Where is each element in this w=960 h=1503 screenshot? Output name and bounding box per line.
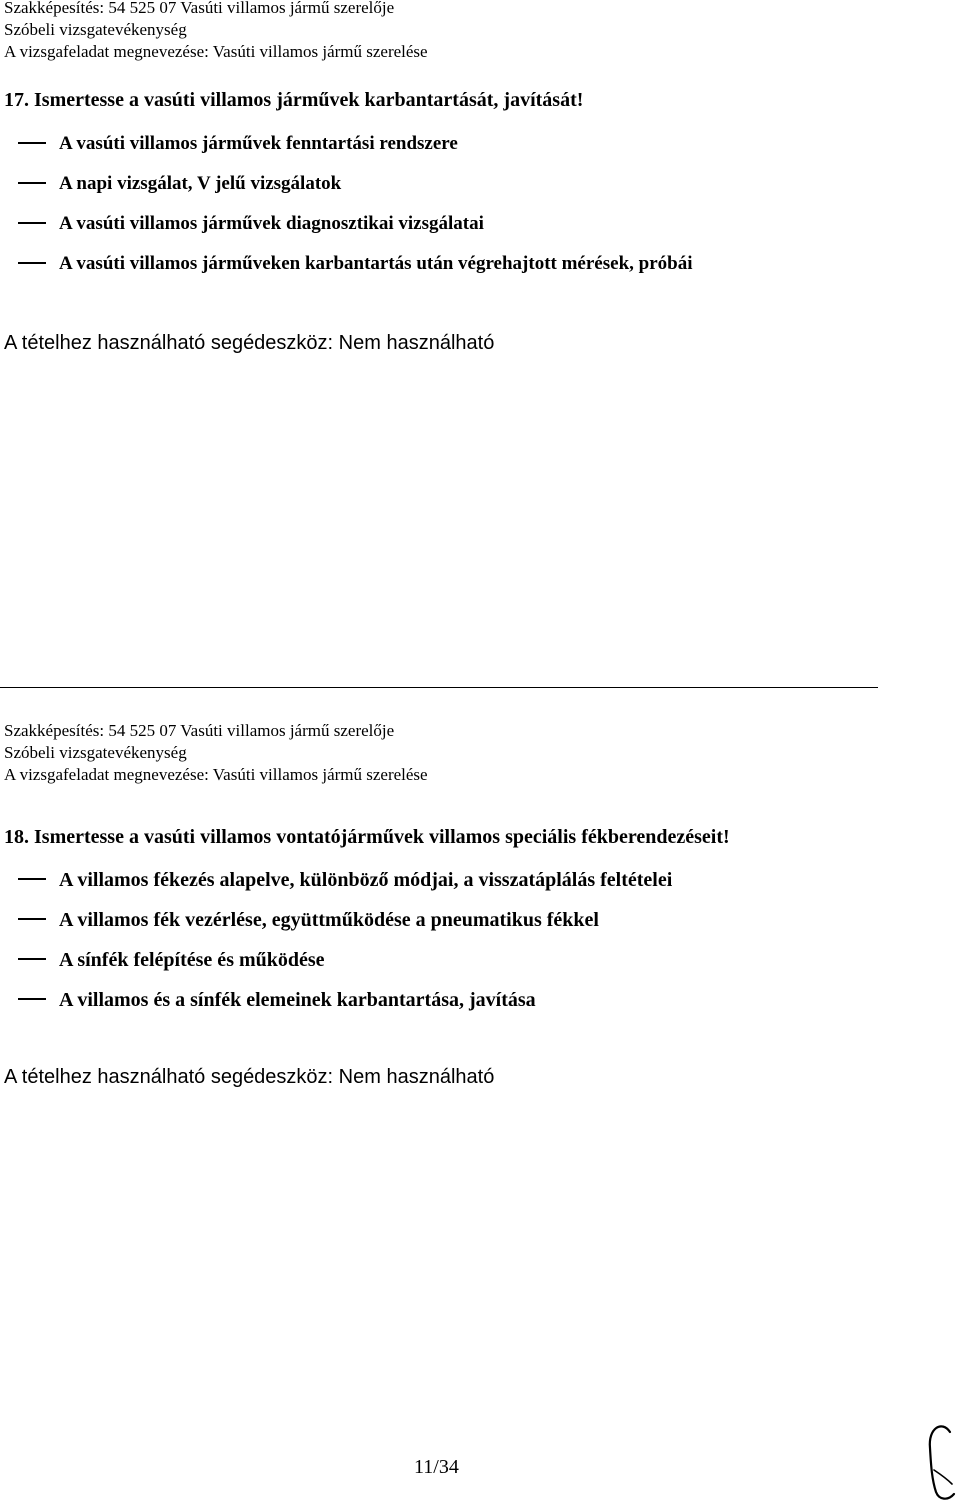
header-exam-type: Szóbeli vizsgatevékenység [4, 743, 187, 762]
list-item: A sínfék felépítése és működése [18, 940, 672, 980]
dash-bullet-icon [18, 142, 46, 144]
dash-bullet-icon [18, 182, 46, 184]
question-18-topics [18, 860, 672, 1020]
question-17-aids-note: A tételhez használható segédeszköz: Nem használható [4, 332, 495, 354]
list-item: A villamos fék vezérlése, együttműködése a pneumatikus fékkel [18, 900, 672, 940]
list-item: A vasúti villamos járműveken karbantartás után végrehajtott mérések, próbái [18, 244, 692, 284]
header-task-name: A vizsgafeladat megnevezése: Vasúti villamos jármű szerelése [4, 765, 428, 784]
header-exam-type: Szóbeli vizsgatevékenység [4, 20, 187, 39]
dash-bullet-icon [18, 918, 46, 920]
question-17-topics [18, 124, 692, 284]
question-18-title: 18. Ismertesse a vasúti villamos vontatójárművek villamos speciális fékberendezéseit! [4, 826, 730, 848]
header-qualification: Szakképesítés: 54 525 07 Vasúti villamos jármű szerelője [4, 721, 395, 740]
header-task-name: A vizsgafeladat megnevezése: Vasúti villamos jármű szerelése [4, 42, 428, 61]
signature-mark-icon [920, 1418, 960, 1503]
dash-bullet-icon [18, 878, 46, 880]
list-item: A vasúti villamos járművek fenntartási rendszere [18, 124, 692, 164]
question-17-title: 17. Ismertesse a vasúti villamos járművek karbantartását, javítását! [4, 89, 584, 111]
dash-bullet-icon [18, 262, 46, 264]
dash-bullet-icon [18, 998, 46, 1000]
question-18-aids-note: A tételhez használható segédeszköz: Nem használható [4, 1066, 495, 1088]
page-number: 11/34 [414, 1456, 459, 1478]
page-divider [0, 687, 878, 688]
dash-bullet-icon [18, 958, 46, 960]
list-item: A villamos fékezés alapelve, különböző módjai, a visszatáplálás feltételei [18, 860, 672, 900]
header-qualification: Szakképesítés: 54 525 07 Vasúti villamos jármű szerelője [4, 0, 395, 17]
list-item: A napi vizsgálat, V jelű vizsgálatok [18, 164, 692, 204]
list-item: A villamos és a sínfék elemeinek karbantartása, javítása [18, 980, 672, 1020]
dash-bullet-icon [18, 222, 46, 224]
list-item: A vasúti villamos járművek diagnosztikai vizsgálatai [18, 204, 692, 244]
